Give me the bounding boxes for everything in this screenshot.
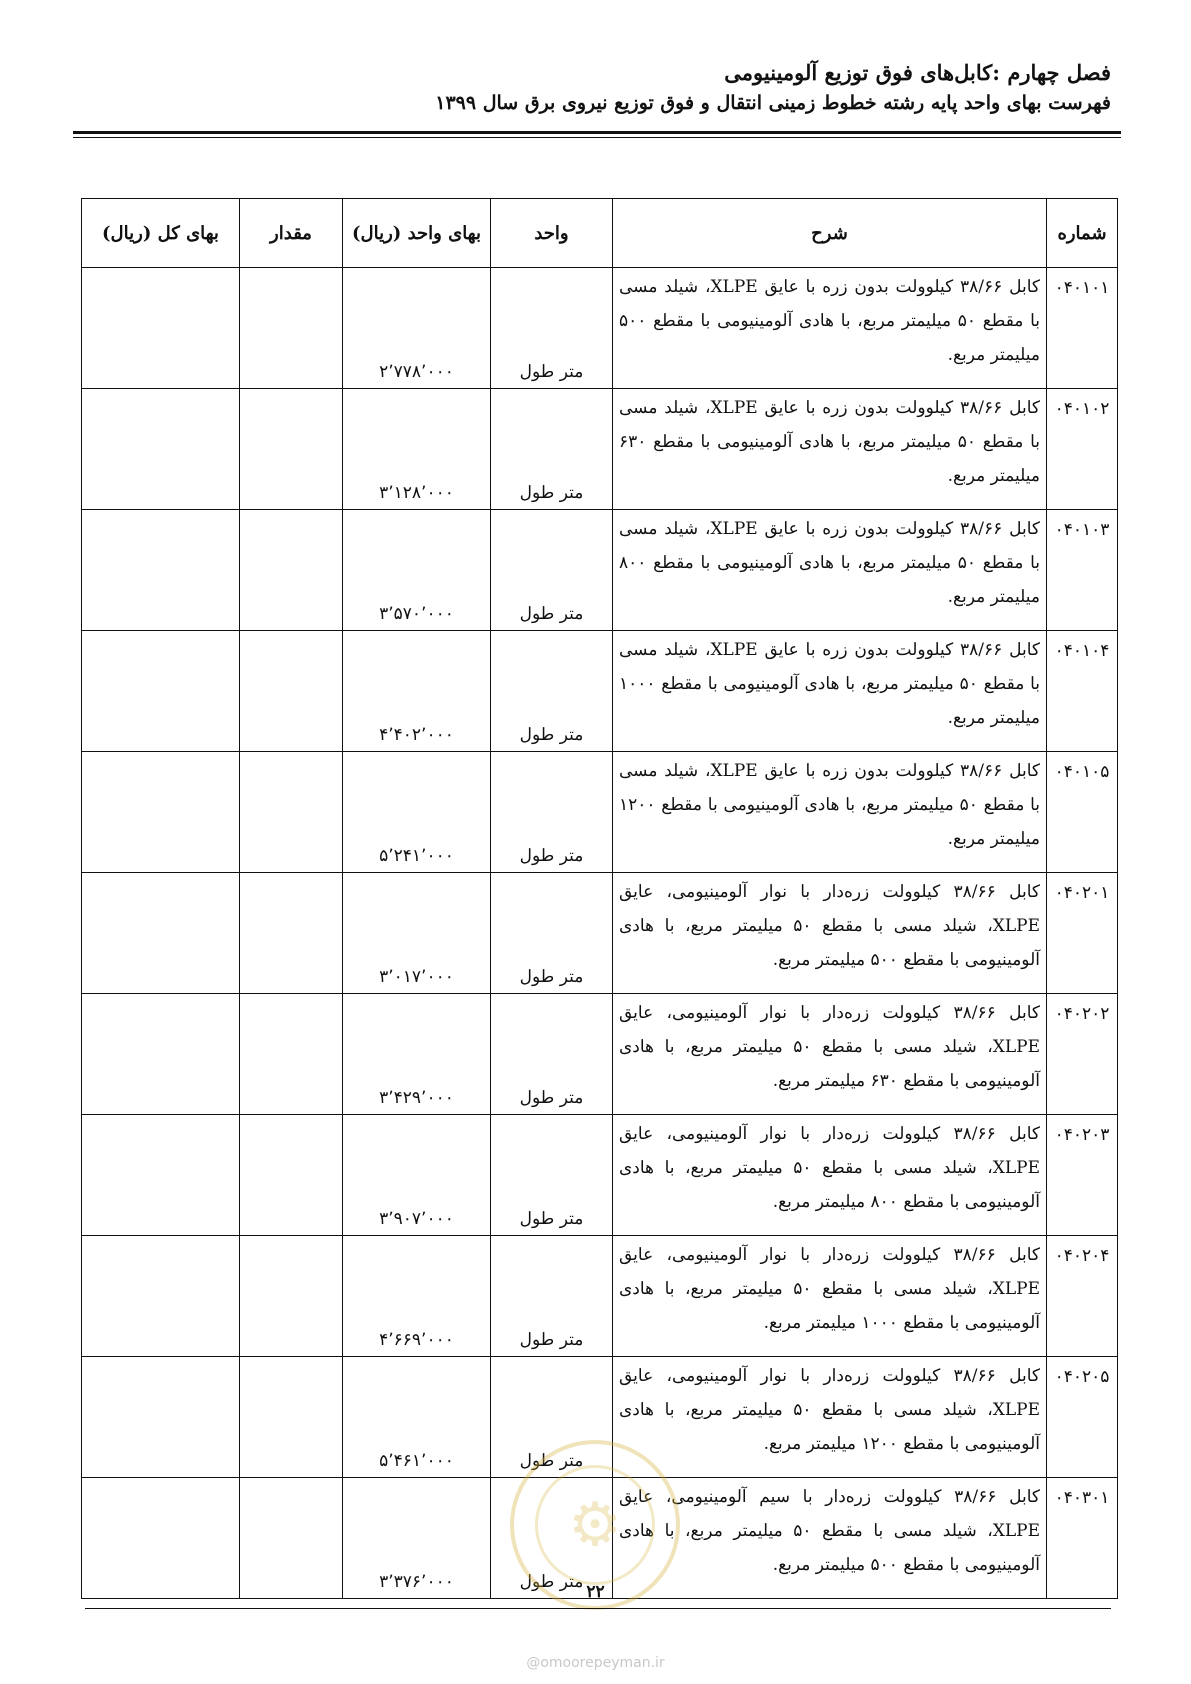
item-total-price [82,389,240,510]
item-code: ۰۴۰۲۰۴ [1047,1236,1118,1357]
table-row [82,994,1118,1115]
item-description: کابل ۳۸/۶۶ کیلوولت زره‌دار با سیم آلومینیومی، عایق XLPE، شیلد مسی با مقطع ۵۰ میلیمتر مربع، با هادی آلومینیومی با مقطع ۵۰۰ میلیمتر مربع. [613,1478,1047,1599]
item-total-price [82,1115,240,1236]
item-unit: متر طول [491,1357,613,1478]
table-row [82,1236,1118,1357]
item-unit-price: ۲٬۷۷۸٬۰۰۰ [343,268,491,389]
item-unit-price: ۵٬۲۴۱٬۰۰۰ [343,752,491,873]
item-quantity [240,1236,343,1357]
item-code: ۰۴۰۲۰۵ [1047,1357,1118,1478]
col-header-unit-price: بهای واحد (ریال) [343,199,491,268]
item-code: ۰۴۰۱۰۱ [1047,268,1118,389]
item-unit-price: ۳٬۹۰۷٬۰۰۰ [343,1115,491,1236]
table-row [82,510,1118,631]
item-description: کابل ۳۸/۶۶ کیلوولت زره‌دار با نوار آلومینیومی، عایق XLPE، شیلد مسی با مقطع ۵۰ میلیمتر مربع، با هادی آلومینیومی با مقطع ۱۲۰۰ میلیمتر مربع. [613,1357,1047,1478]
footer-divider [85,1608,1111,1609]
seal-inner-ring [535,1465,655,1585]
item-code: ۰۴۰۲۰۱ [1047,873,1118,994]
page-number: ۲۲ [586,1582,605,1602]
table-row [82,1115,1118,1236]
item-unit: متر طول [491,1478,613,1599]
item-unit-price: ۴٬۴۰۲٬۰۰۰ [343,631,491,752]
item-quantity [240,1115,343,1236]
watermark-text: @omoorepeyman.ir [526,1655,665,1671]
item-unit: متر طول [491,994,613,1115]
item-quantity [240,873,343,994]
table-header-row [82,199,1118,268]
table-row [82,631,1118,752]
item-quantity [240,1478,343,1599]
item-unit: متر طول [491,510,613,631]
item-unit: متر طول [491,752,613,873]
item-code: ۰۴۰۱۰۵ [1047,752,1118,873]
item-unit: متر طول [491,268,613,389]
item-code: ۰۴۰۱۰۳ [1047,510,1118,631]
col-header-unit: واحد [491,199,613,268]
gear-icon: ⚙ [568,1490,622,1560]
col-header-code: شماره [1047,199,1118,268]
item-total-price [82,752,240,873]
item-description: کابل ۳۸/۶۶ کیلوولت زره‌دار با نوار آلومینیومی، عایق XLPE، شیلد مسی با مقطع ۵۰ میلیمتر مربع، با هادی آلومینیومی با مقطع ۶۳۰ میلیمتر مربع. [613,994,1047,1115]
item-unit-price: ۴٬۶۶۹٬۰۰۰ [343,1236,491,1357]
item-code: ۰۴۰۳۰۱ [1047,1478,1118,1599]
item-quantity [240,389,343,510]
item-unit-price: ۵٬۴۶۱٬۰۰۰ [343,1357,491,1478]
item-unit: متر طول [491,631,613,752]
header-divider-thin [73,137,1121,138]
item-description: کابل ۳۸/۶۶ کیلوولت بدون زره با عایق XLPE، شیلد مسی با مقطع ۵۰ میلیمتر مربع، با هادی آلومینیومی با مقطع ۸۰۰ میلیمتر مربع. [613,510,1047,631]
item-quantity [240,631,343,752]
item-unit-price: ۳٬۱۲۸٬۰۰۰ [343,389,491,510]
item-description: کابل ۳۸/۶۶ کیلوولت زره‌دار با نوار آلومینیومی، عایق XLPE، شیلد مسی با مقطع ۵۰ میلیمتر مربع، با هادی آلومینیومی با مقطع ۵۰۰ میلیمتر مربع. [613,873,1047,994]
item-unit: متر طول [491,873,613,994]
item-total-price [82,1236,240,1357]
item-description: کابل ۳۸/۶۶ کیلوولت زره‌دار با نوار آلومینیومی، عایق XLPE، شیلد مسی با مقطع ۵۰ میلیمتر مربع، با هادی آلومینیومی با مقطع ۱۰۰۰ میلیمتر مربع. [613,1236,1047,1357]
item-description: کابل ۳۸/۶۶ کیلوولت بدون زره با عایق XLPE، شیلد مسی با مقطع ۵۰ میلیمتر مربع، با هادی آلومینیومی با مقطع ۶۳۰ میلیمتر مربع. [613,389,1047,510]
chapter-title: فصل چهارم :کابل‌های فوق توزیع آلومینیومی [724,60,1111,85]
item-unit-price: ۳٬۴۲۹٬۰۰۰ [343,994,491,1115]
item-total-price [82,268,240,389]
item-description: کابل ۳۸/۶۶ کیلوولت بدون زره با عایق XLPE، شیلد مسی با مقطع ۵۰ میلیمتر مربع، با هادی آلومینیومی با مقطع ۱۰۰۰ میلیمتر مربع. [613,631,1047,752]
col-header-total-price: بهای کل (ریال) [82,199,240,268]
item-code: ۰۴۰۲۰۲ [1047,994,1118,1115]
item-description: کابل ۳۸/۶۶ کیلوولت زره‌دار با نوار آلومینیومی، عایق XLPE، شیلد مسی با مقطع ۵۰ میلیمتر مربع، با هادی آلومینیومی با مقطع ۸۰۰ میلیمتر مربع. [613,1115,1047,1236]
price-list-table [81,198,1118,1599]
item-unit-price: ۳٬۳۷۶٬۰۰۰ [343,1478,491,1599]
header-divider-thick [73,131,1121,134]
table-row [82,873,1118,994]
item-unit-price: ۳٬۰۱۷٬۰۰۰ [343,873,491,994]
item-code: ۰۴۰۲۰۳ [1047,1115,1118,1236]
item-total-price [82,1478,240,1599]
item-quantity [240,268,343,389]
item-description: کابل ۳۸/۶۶ کیلوولت بدون زره با عایق XLPE، شیلد مسی با مقطع ۵۰ میلیمتر مربع، با هادی آلومینیومی با مقطع ۱۲۰۰ میلیمتر مربع. [613,752,1047,873]
item-quantity [240,994,343,1115]
item-unit: متر طول [491,389,613,510]
table-row [82,389,1118,510]
item-total-price [82,1357,240,1478]
item-description: کابل ۳۸/۶۶ کیلوولت بدون زره با عایق XLPE، شیلد مسی با مقطع ۵۰ میلیمتر مربع، با هادی آلومینیومی با مقطع ۵۰۰ میلیمتر مربع. [613,268,1047,389]
item-total-price [82,631,240,752]
item-unit-price: ۳٬۵۷۰٬۰۰۰ [343,510,491,631]
table-row [82,752,1118,873]
col-header-description: شرح [613,199,1047,268]
item-unit: متر طول [491,1236,613,1357]
item-quantity [240,1357,343,1478]
table-row [82,268,1118,389]
document-subtitle: فهرست بهای واحد پایه رشته خطوط زمینی انتقال و فوق توزیع نیروی برق سال ۱۳۹۹ [435,92,1111,114]
col-header-quantity: مقدار [240,199,343,268]
page-header [75,58,1111,118]
item-total-price [82,873,240,994]
item-code: ۰۴۰۱۰۴ [1047,631,1118,752]
item-code: ۰۴۰۱۰۲ [1047,389,1118,510]
item-quantity [240,752,343,873]
item-unit: متر طول [491,1115,613,1236]
item-total-price [82,510,240,631]
item-quantity [240,510,343,631]
item-total-price [82,994,240,1115]
